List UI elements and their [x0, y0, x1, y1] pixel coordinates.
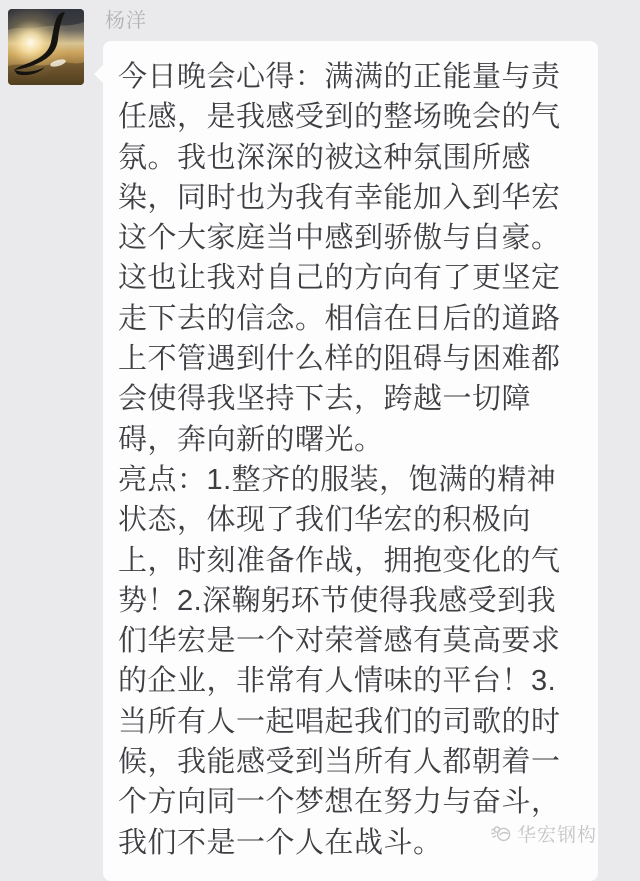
watermark [489, 820, 597, 846]
message-bubble[interactable] [103, 41, 598, 881]
huahong-swan-logo-icon [489, 821, 513, 845]
message-text: 今日晚会心得：满满的正能量与责 任感，是我感受到的整场晚会的气 氛。我也深深的被这种氛围所感 染，同时也为我有幸能加入到华宏 这个大家庭当中感到骄傲与自豪。 这也让我对自己的方向有了更坚定 走下去的信念。相信在日后的道路 上不管遇到什么样的阻碍与困难都 会使得我坚持下去，跨越一切障 碍，奔向新的曙光。 亮点：1.整齐的服装，饱满的精神 状态，体现了我们华宏的积极向 上，时刻准备作战，拥抱变化的气 势！2.深鞠躬环节使得我感受到我 们华宏是一个对荣誉感有莫高要求 的企业，非常有人情味的平台！3. 当所有人一起唱起我们的司歌的时 候，我能感受到当所有人都朝着一 个方向同一个梦想在努力与奋斗， 我们不是一个人在战斗。 [118, 61, 561, 859]
sender-name: 杨洋 [105, 10, 147, 32]
avatar[interactable] [8, 9, 84, 85]
bubble-tail [94, 65, 103, 83]
eagle-sunset-image [8, 9, 84, 85]
watermark-text: 华宏钢构 [517, 824, 598, 846]
